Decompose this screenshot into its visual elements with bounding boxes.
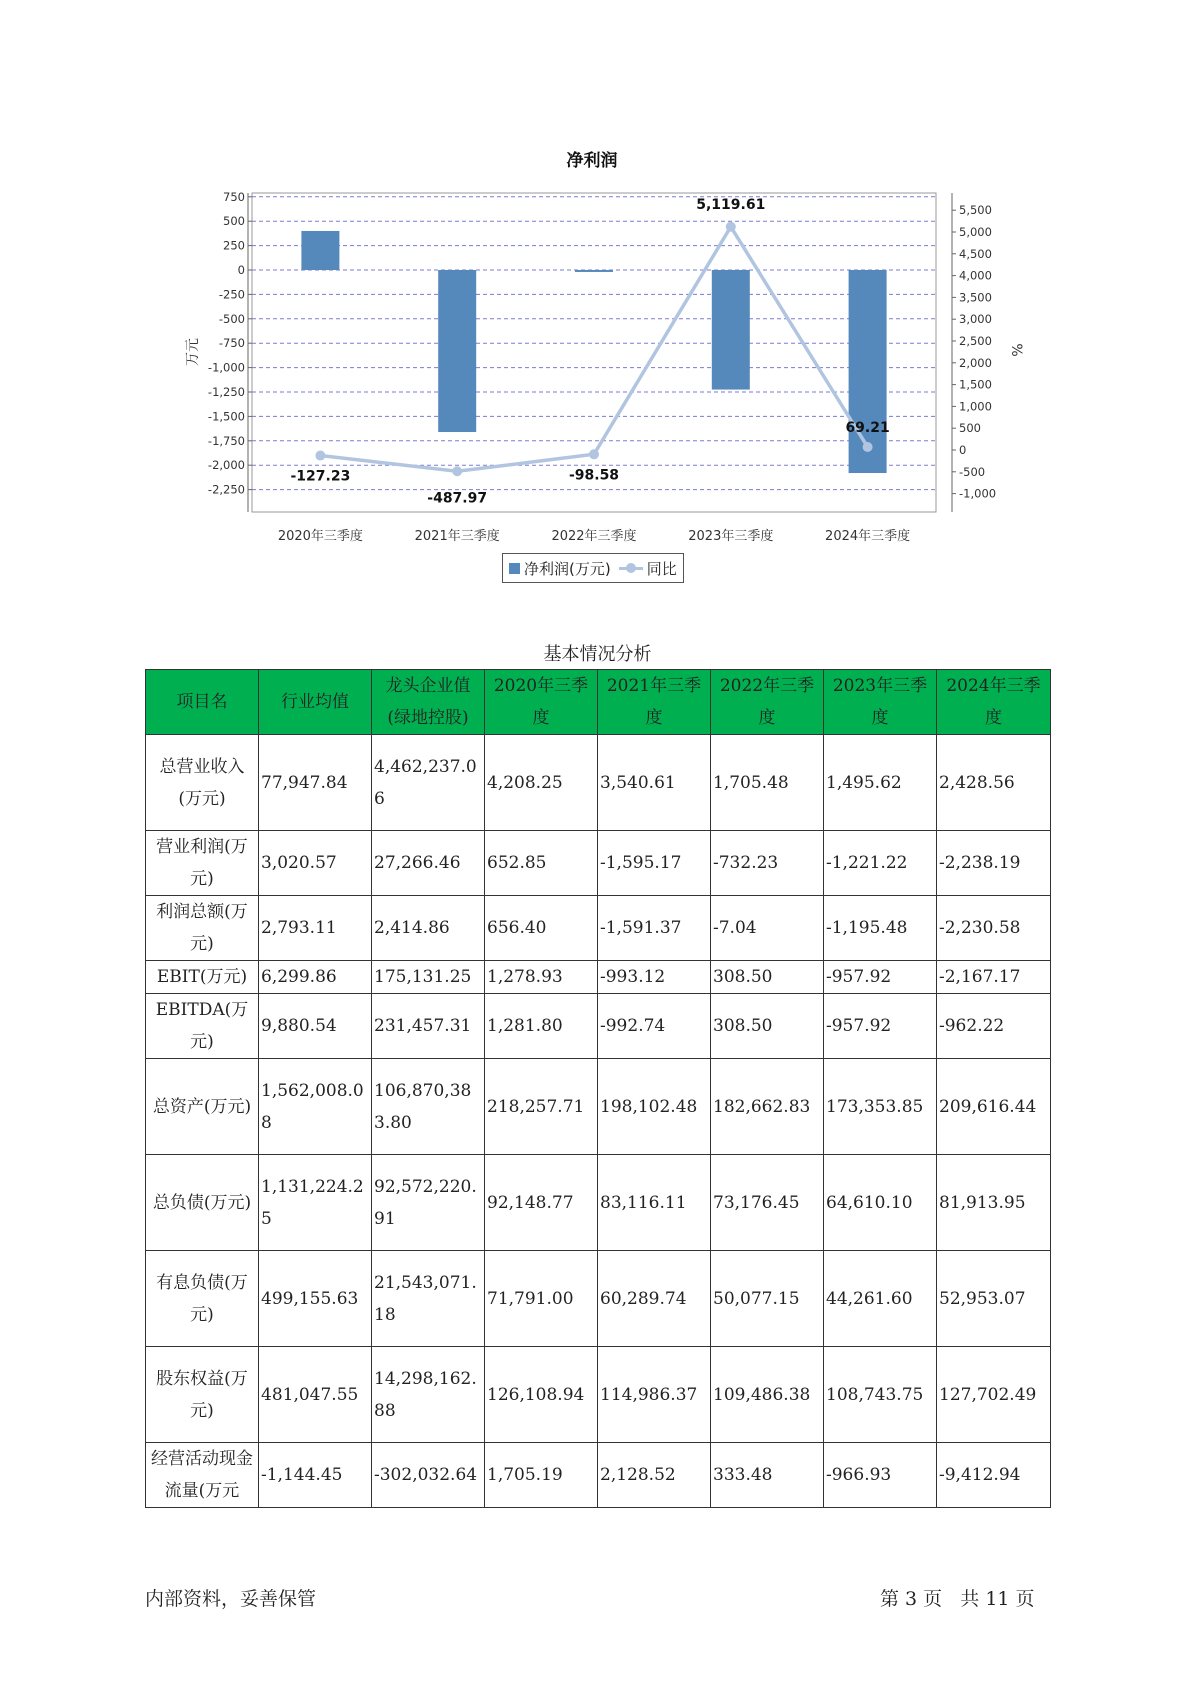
table-cell: 114,986.37 [598,1347,711,1443]
table-cell: 27,266.46 [372,831,485,896]
yoy-data-label: -98.58 [568,467,620,484]
bar-swatch-icon [509,563,520,574]
table-cell: -2,167.17 [937,961,1051,994]
table-cell: 333.48 [711,1443,824,1508]
table-cell: 44,261.60 [824,1251,937,1347]
chart-title: 净利润 [566,151,618,171]
row-label-cell: 经营活动现金流量(万元 [146,1443,259,1508]
table-row [146,1251,1051,1347]
table-row [146,1443,1051,1508]
table-cell: 52,953.07 [937,1251,1051,1347]
table-cell: 173,353.85 [824,1059,937,1155]
left-tick-label: -1,500 [207,409,245,424]
table-cell: 14,298,162.88 [372,1347,485,1443]
row-label-cell: EBIT(万元) [146,961,259,994]
table-cell: 77,947.84 [259,735,372,831]
yoy-data-label: 69.21 [845,419,890,436]
table-cell: 92,572,220.91 [372,1155,485,1251]
yoy-point [452,466,462,476]
table-row [146,1347,1051,1443]
yoy-point [726,222,736,232]
left-tick-label: -750 [218,336,245,351]
table-cell: 175,131.25 [372,961,485,994]
table-cell: 198,102.48 [598,1059,711,1155]
left-tick-label: -1,000 [207,360,245,375]
row-label-cell: 总营业收入(万元) [146,735,259,831]
header-cell: 2024年三季度 [937,670,1051,735]
x-tick-label: 2023年三季度 [688,529,774,544]
right-tick-label: 4,000 [959,268,992,283]
right-tick-label: 1,000 [959,399,992,414]
left-tick-label: 0 [237,263,245,277]
yoy-data-label: -127.23 [290,468,351,485]
yoy-point [863,442,873,452]
right-tick-label: 500 [959,421,981,436]
table-cell: 3,020.57 [259,831,372,896]
table-cell: 231,457.31 [372,994,485,1059]
table-cell: 60,289.74 [598,1251,711,1347]
table-cell: 2,428.56 [937,735,1051,831]
row-label-cell: 营业利润(万元) [146,831,259,896]
table-cell: 106,870,383.80 [372,1059,485,1155]
right-tick-label: 5,500 [959,203,992,218]
table-row [146,896,1051,961]
row-label-cell: 总资产(万元) [146,1059,259,1155]
table-cell: 81,913.95 [937,1155,1051,1251]
table-cell: -2,230.58 [937,896,1051,961]
table-cell: 3,540.61 [598,735,711,831]
table-cell: 21,543,071.18 [372,1251,485,1347]
table-cell: 209,616.44 [937,1059,1051,1155]
left-tick-label: -2,000 [207,458,245,473]
table-cell: -1,144.45 [259,1443,372,1508]
table-cell: -1,221.22 [824,831,937,896]
legend-line-label: 同比 [646,559,677,578]
left-tick-label: 750 [223,189,245,204]
table-cell: 308.50 [711,961,824,994]
header-cell: 2023年三季度 [824,670,937,735]
footer-page-number: 第 3 页 共 11 页 [880,1588,1035,1610]
table-cell: -957.92 [824,994,937,1059]
table-header-row [146,670,1051,735]
table-cell: -992.74 [598,994,711,1059]
header-cell: 2022年三季度 [711,670,824,735]
table-row [146,961,1051,994]
x-tick-label: 2020年三季度 [277,529,363,544]
x-tick-label: 2022年三季度 [551,529,637,544]
table-cell: -993.12 [598,961,711,994]
table-cell: 308.50 [711,994,824,1059]
table-row [146,831,1051,896]
legend-bar-label: 净利润(万元) [524,559,611,578]
table-cell: 83,116.11 [598,1155,711,1251]
right-tick-label: 1,500 [959,377,992,392]
right-tick-label: -1,000 [959,486,997,501]
table-cell: -962.22 [937,994,1051,1059]
line-marker-icon [619,562,643,574]
table-cell: 481,047.55 [259,1347,372,1443]
table-cell: 182,662.83 [711,1059,824,1155]
header-cell: 行业均值 [259,670,372,735]
table-cell: -302,032.64 [372,1443,485,1508]
table-cell: 2,414.86 [372,896,485,961]
footer-confidential-note: 内部资料，妥善保管 [145,1588,317,1610]
yoy-point [589,449,599,459]
table-cell: 127,702.49 [937,1347,1051,1443]
table-cell: 2,793.11 [259,896,372,961]
table-cell: 4,208.25 [485,735,598,831]
right-tick-label: 3,500 [959,290,992,305]
x-tick-label: 2024年三季度 [825,529,911,544]
table-cell: 50,077.15 [711,1251,824,1347]
plot-area-frame [252,193,936,512]
table-cell: 71,791.00 [485,1251,598,1347]
table-cell: -9,412.94 [937,1443,1051,1508]
table-cell: 6,299.86 [259,961,372,994]
table-cell: 499,155.63 [259,1251,372,1347]
y-axis-right-title: % [1008,343,1024,357]
table-row [146,994,1051,1059]
table-cell: 1,495.62 [824,735,937,831]
row-label-cell: 有息负债(万元) [146,1251,259,1347]
row-label-cell: EBITDA(万元) [146,994,259,1059]
header-cell: 2020年三季度 [485,670,598,735]
x-tick-label: 2021年三季度 [414,529,500,544]
table-cell: -1,591.37 [598,896,711,961]
yoy-data-label: -487.97 [427,490,488,507]
right-tick-label: 3,000 [959,312,992,327]
left-tick-label: 250 [223,238,245,253]
table-cell: -966.93 [824,1443,937,1508]
right-tick-label: 4,500 [959,246,992,261]
left-tick-label: -250 [218,287,245,302]
table-cell: 73,176.45 [711,1155,824,1251]
table-row [146,735,1051,831]
row-label-cell: 利润总额(万元) [146,896,259,961]
table-cell: 1,131,224.25 [259,1155,372,1251]
table-cell: 126,108.94 [485,1347,598,1443]
table-cell: 64,610.10 [824,1155,937,1251]
right-tick-label: 2,000 [959,355,992,370]
header-cell: 项目名 [146,670,259,735]
table-cell: -1,195.48 [824,896,937,961]
table-cell: 1,705.19 [485,1443,598,1508]
table-cell: 9,880.54 [259,994,372,1059]
legend-item-bar [509,558,611,579]
yoy-line [320,227,867,471]
right-tick-label: 5,000 [959,225,992,239]
yoy-point [315,451,325,461]
table-title: 基本情况分析 [543,644,652,665]
right-tick-label: 2,500 [959,334,992,348]
header-cell: 2021年三季度 [598,670,711,735]
table-cell: 1,705.48 [711,735,824,831]
table-cell: -2,238.19 [937,831,1051,896]
left-tick-label: -1,750 [207,433,245,448]
table-cell: 1,281.80 [485,994,598,1059]
left-tick-label: 500 [223,214,245,229]
table-cell: 109,486.38 [711,1347,824,1443]
left-tick-label: -500 [218,311,245,326]
table-cell: 4,462,237.06 [372,735,485,831]
table-cell: 108,743.75 [824,1347,937,1443]
bar [575,270,613,272]
table-cell: -957.92 [824,961,937,994]
table-row [146,1155,1051,1251]
yoy-data-label: 5,119.61 [696,196,766,213]
left-tick-label: -2,250 [207,482,245,497]
right-tick-label: -500 [959,464,986,479]
row-label-cell: 总负债(万元) [146,1155,259,1251]
right-tick-label: 0 [959,443,967,457]
bar [438,270,476,432]
chart-legend [502,553,684,583]
table-cell: 92,148.77 [485,1155,598,1251]
header-cell: 龙头企业值(绿地控股) [372,670,485,735]
table-row [146,1059,1051,1155]
table-cell: 652.85 [485,831,598,896]
table-cell: 1,562,008.08 [259,1059,372,1155]
table-cell: 218,257.71 [485,1059,598,1155]
row-label-cell: 股东权益(万元) [146,1347,259,1443]
legend-item-line [619,558,677,579]
table-cell: 656.40 [485,896,598,961]
chart-svg [0,0,1191,600]
table-cell: -1,595.17 [598,831,711,896]
bar [712,270,750,390]
table-cell: 2,128.52 [598,1443,711,1508]
table-cell: -732.23 [711,831,824,896]
net-profit-chart [0,0,1191,600]
bar [301,231,339,270]
table-cell: 1,278.93 [485,961,598,994]
y-axis-left-title: 万元 [185,338,201,366]
table-cell: -7.04 [711,896,824,961]
basic-analysis-table [145,669,1051,1508]
left-tick-label: -1,250 [207,385,245,399]
